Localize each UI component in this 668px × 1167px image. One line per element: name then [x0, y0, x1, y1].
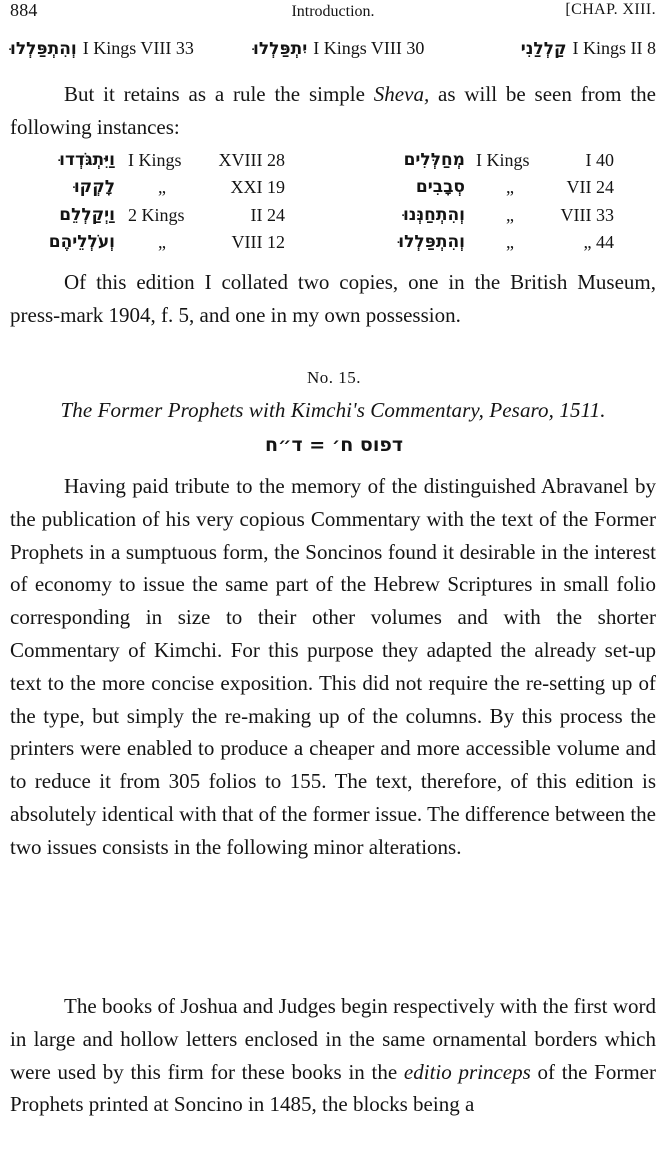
paragraph-sheva	[10, 78, 656, 144]
verse-reference: XXI 19	[230, 177, 285, 197]
book-name: 2 Kings	[128, 205, 185, 225]
running-head-title: Introduction.	[291, 3, 375, 20]
hebrew-word: וְהִתְפַּלְלוּ	[398, 232, 465, 252]
reference-item	[253, 38, 424, 59]
paragraph-description: Having paid tribute to the memory of the distinguished Abravanel by the publication of his very copious Commentary with the text of the Former Prophets in a sumptuous form, the Soncinos found it desirable in the interest of economy to issue the same part of the Hebrew Scriptures in small folio corresponding in size to their other volumes and with the shorter Commentary of Kimchi. For this purpose they adapted the already set-up text to the more concise exposition. This did not require the re-setting up of the type, but simply the re-making up of the columns. By this process the printers were enabled to produce a cheaper and more accessible volume and to reduce it from 305 folios to 155. The text, therefore, of this edition is absolutely identical with that of the former issue. The difference between the two issues consists in the following minor alterations.	[10, 474, 656, 859]
book-name: I Kings	[128, 150, 182, 170]
table-row	[10, 232, 656, 260]
verse-reference: VIII 33	[560, 205, 614, 225]
book-name: I Kings	[476, 150, 530, 170]
section-title: The Former Prophets with Kimchi's Commentary, Pesaro, 1511.	[60, 398, 606, 422]
section-number: No. 15.	[306, 368, 362, 387]
chapter-reference: [CHAP. XIII.	[565, 1, 656, 18]
paragraph-alterations	[10, 990, 656, 1121]
instances-table	[10, 150, 656, 266]
hebrew-word: וְהִתְחַנְּנוּ	[402, 205, 465, 225]
hebrew-word: סְבָבִים	[415, 177, 465, 197]
verse-reference: I 40	[585, 150, 614, 170]
hebrew-word: יִתְפַּלְלוּ	[253, 39, 308, 59]
hebrew-word: וַיְקַלְלֵם	[59, 205, 115, 225]
italic-term: editio princeps	[403, 1059, 531, 1084]
running-head	[10, 0, 656, 26]
ditto-mark: „	[158, 232, 166, 252]
ditto-mark: „	[506, 232, 514, 252]
verse-reference: „ 44	[583, 232, 614, 252]
hebrew-word: קַלְלַנִי	[520, 39, 567, 59]
ditto-mark: „	[506, 177, 514, 197]
italic-term: Sheva,	[373, 82, 430, 106]
paragraph-text: of the Former Prophets printed at Soncino in 1485, the blocks being a	[10, 1059, 656, 1117]
verse-reference: I Kings VIII 30	[313, 38, 425, 58]
hebrew-word: וְהִתְפַּלְלוּ	[10, 39, 77, 59]
ditto-mark: „	[158, 177, 166, 197]
paragraph-collation: Of this edition I collated two copies, one in the British Museum, press-mark 1904, f. 5, and one in my own possession.	[10, 270, 656, 327]
verse-reference: I Kings II 8	[572, 38, 656, 58]
table-row	[10, 177, 656, 205]
reference-item	[521, 38, 656, 59]
verse-reference: II 24	[250, 205, 285, 225]
table-row	[10, 205, 656, 233]
hebrew-word: וְעֹלְלֵיהֶם	[48, 232, 115, 252]
paragraph-text: The books of Joshua and Judges begin respectively with the first word in large and hollow letters enclosed in the same ornamental borders which were used by this firm for these books in the	[10, 994, 656, 1084]
paragraph-text: as will be seen from the following instances:	[10, 82, 656, 139]
hebrew-reference-line	[10, 38, 656, 72]
verse-reference: VIII 12	[231, 232, 285, 252]
page-number: 884	[10, 0, 38, 20]
verse-reference: XVIII 28	[218, 150, 285, 170]
hebrew-word: וַיִּתְגֹּדְדוּ	[59, 150, 115, 170]
table-row	[10, 150, 656, 178]
section-sigla: דפוס ח׳ = ד״ח	[264, 434, 404, 456]
verse-reference: VII 24	[566, 177, 614, 197]
hebrew-word: מְחַלְּלִים	[403, 150, 465, 170]
ditto-mark: „	[506, 205, 514, 225]
verse-reference: I Kings VIII 33	[82, 38, 194, 58]
paragraph-text: But it retains as a rule the simple	[64, 82, 374, 106]
hebrew-word: לָקְקוּ	[73, 177, 115, 197]
reference-item	[10, 38, 194, 59]
